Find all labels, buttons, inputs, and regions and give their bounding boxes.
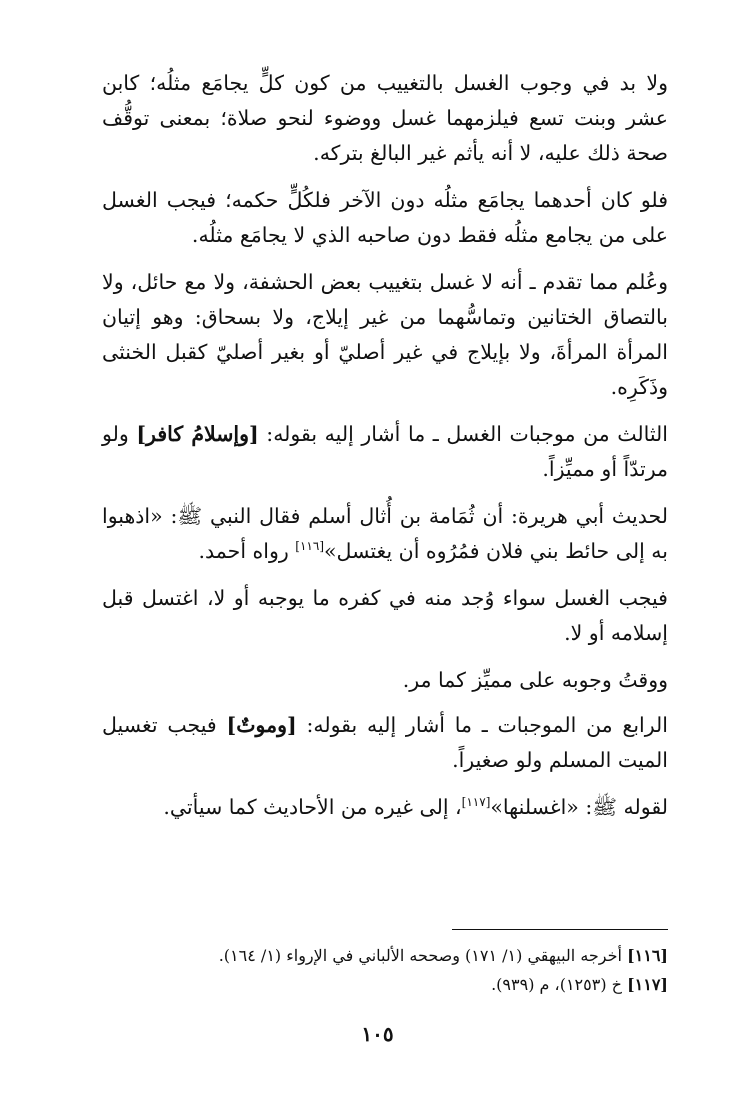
footnote-text: أخرجه البيهقي (١/ ١٧١) وصححه الألباني في الإرواء (١/ ١٦٤). — [218, 946, 628, 965]
footnote-number: [١١٧] — [627, 975, 668, 994]
paragraph-3: وعُلم مما تقدم ـ أنه لا غسل بتغييب بعض الحشفة، ولا مع حائل، ولا بالتصاق الختانين وتماسُّهما من غير إيلاج، ولا بسحاق: وهو إتيان المرأة المرأةَ، ولا بإيلاج في غير أصليّ أو بغير أصليّ كقبل الخنثى وذَكَرِه. — [102, 270, 668, 399]
paragraph-2: فلو كان أحدهما يجامَع مثلُه دون الآخر فلكُلٍّ حكمه؛ فيجب الغسل على من يجامع مثلُه فقط دون صاحبه الذي لا يجامَع مثلُه. — [102, 188, 668, 247]
paragraph-9-tail: ، إلى غيره من الأحاديث كما سيأتي. — [163, 795, 462, 819]
paragraph-1: ولا بد في وجوب الغسل بالتغييب من كون كلٍّ يجامَع مثلُه؛ كابن عشر وبنت تسع فيلزمهما غسل ووضوء لنحو صلاة؛ بمعنى توقُّف صحة ذلك عليه، لا أنه يأثم غير البالغ بتركه. — [102, 71, 668, 165]
footnotes — [102, 941, 668, 999]
matn-keyword-death: [وموتٌ] — [226, 713, 297, 737]
paragraph-5-tail: رواه أحمد. — [198, 539, 296, 563]
paragraph-8 — [102, 708, 668, 778]
paragraph-8-tail: فيجب تغسيل الميت المسلم ولو صغيراً. — [102, 713, 668, 772]
matn-keyword-islam: [وإسلامُ كافر] — [136, 422, 259, 446]
footnote-ref-117[interactable]: [١١٧] — [461, 795, 491, 810]
paragraph-6: فيجب الغسل سواء وُجد منه في كفره ما يوجبه أو لا، اغتسل قبل إسلامه أو لا. — [102, 586, 668, 645]
paragraph-8-lead: الرابع من الموجبات ـ ما أشار إليه بقوله: — [296, 713, 668, 737]
page-number: ١٠٥ — [361, 1022, 394, 1046]
footnote-116 — [102, 941, 668, 970]
paragraph-9 — [102, 790, 668, 825]
page-body — [102, 66, 668, 837]
footnote-divider — [452, 929, 668, 930]
paragraph-7: ووقتُ وجوبه على مميِّز كما مر. — [402, 668, 668, 692]
paragraph-4 — [102, 417, 668, 487]
paragraph-4-lead: الثالث من موجبات الغسل ـ ما أشار إليه بقوله: — [258, 422, 668, 446]
footnote-text: خ (١٢٥٣)، م (٩٣٩). — [491, 975, 628, 994]
footnote-ref-116[interactable]: [١١٦] — [295, 539, 325, 554]
footnote-number: [١١٦] — [627, 946, 668, 965]
footnote-117 — [102, 970, 668, 999]
paragraph-5-text: لحديث أبي هريرة: أن ثُمَامة بن أُثال أسلم فقال النبي ﷺ: «اذهبوا به إلى حائط بني فلان فمُرُوه أن يغتسل» — [102, 504, 668, 563]
paragraph-4-tail: ولو مرتدّاً أو مميِّزاً. — [102, 422, 668, 481]
paragraph-5 — [102, 499, 668, 569]
paragraph-9-text: لقوله ﷺ: «اغسلنها» — [490, 795, 668, 819]
